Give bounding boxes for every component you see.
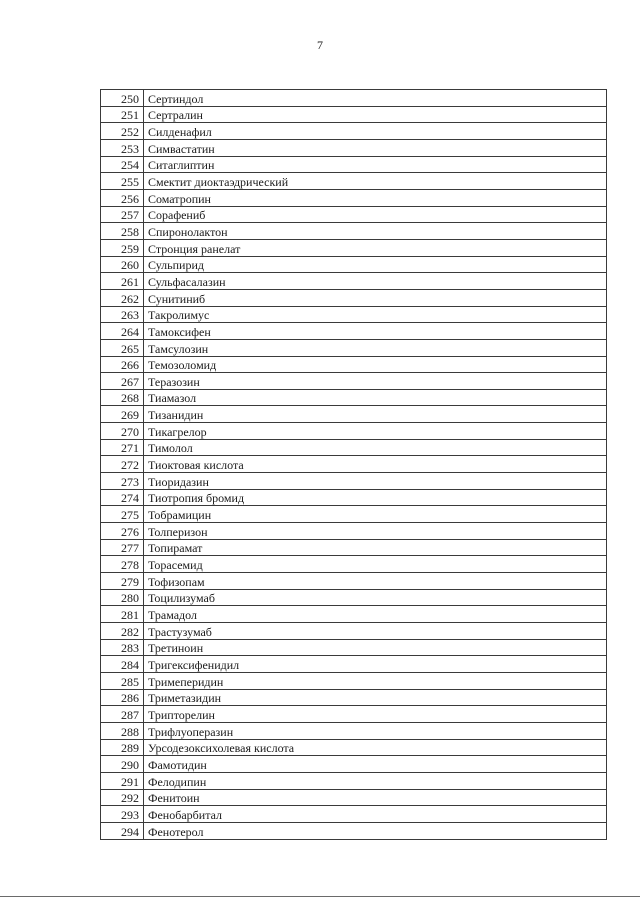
table-row [101,806,607,823]
row-number: 264 [101,323,144,340]
table-row [101,639,607,656]
row-number: 266 [101,356,144,373]
drug-name: Урсодезоксихолевая кислота [144,739,607,756]
table-row [101,323,607,340]
row-number: 256 [101,189,144,206]
table-row [101,489,607,506]
drug-name: Тамсулозин [144,339,607,356]
drug-name: Трастузумаб [144,623,607,640]
table-row [101,689,607,706]
drug-name: Тиоридазин [144,473,607,490]
row-number: 263 [101,306,144,323]
row-number: 260 [101,256,144,273]
table-row [101,189,607,206]
drug-name: Тригексифенидил [144,656,607,673]
drug-name: Симвастатин [144,139,607,156]
row-number: 268 [101,389,144,406]
table-row [101,706,607,723]
drug-name: Тиамазол [144,389,607,406]
row-number: 291 [101,772,144,789]
row-number: 250 [101,90,144,107]
row-number: 261 [101,273,144,290]
row-number: 277 [101,539,144,556]
drug-list-body [101,90,607,840]
table-row [101,623,607,640]
table-row [101,273,607,290]
table-row [101,389,607,406]
drug-name: Фенитоин [144,789,607,806]
row-number: 278 [101,556,144,573]
table-row [101,206,607,223]
drug-name: Сульпирид [144,256,607,273]
table-row [101,473,607,490]
row-number: 288 [101,722,144,739]
row-number: 262 [101,289,144,306]
table-row [101,356,607,373]
row-number: 273 [101,473,144,490]
drug-name: Сунитиниб [144,289,607,306]
table-row [101,539,607,556]
row-number: 271 [101,439,144,456]
drug-name: Ситаглиптин [144,156,607,173]
drug-name: Фамотидин [144,756,607,773]
page-bottom-divider [0,896,640,897]
table-row [101,289,607,306]
row-number: 255 [101,173,144,190]
row-number: 281 [101,606,144,623]
table-row [101,123,607,140]
table-row [101,223,607,240]
row-number: 292 [101,789,144,806]
table-row [101,756,607,773]
table-row [101,173,607,190]
drug-name: Тримеперидин [144,672,607,689]
row-number: 252 [101,123,144,140]
drug-name: Фенотерол [144,822,607,839]
table-row [101,339,607,356]
table-row [101,506,607,523]
drug-name: Сульфасалазин [144,273,607,290]
drug-list-table [100,89,607,840]
table-row [101,306,607,323]
drug-name: Толперизон [144,523,607,540]
drug-name: Тиоктовая кислота [144,456,607,473]
drug-name: Тизанидин [144,406,607,423]
drug-name: Сорафениб [144,206,607,223]
table-row [101,139,607,156]
drug-name: Стронция ранелат [144,239,607,256]
row-number: 279 [101,573,144,590]
drug-name: Силденафил [144,123,607,140]
row-number: 269 [101,406,144,423]
drug-name: Тиотропия бромид [144,489,607,506]
row-number: 280 [101,589,144,606]
table-row [101,156,607,173]
row-number: 274 [101,489,144,506]
table-row [101,406,607,423]
drug-name: Третиноин [144,639,607,656]
row-number: 283 [101,639,144,656]
table-row [101,106,607,123]
table-row [101,606,607,623]
page-number: 7 [317,38,323,52]
row-number: 286 [101,689,144,706]
drug-name: Смектит диоктаэдрический [144,173,607,190]
drug-name: Соматропин [144,189,607,206]
row-number: 293 [101,806,144,823]
table-row [101,239,607,256]
table-row [101,556,607,573]
drug-name: Спиронолактон [144,223,607,240]
table-row [101,772,607,789]
row-number: 284 [101,656,144,673]
row-number: 272 [101,456,144,473]
drug-name: Тобрамицин [144,506,607,523]
table-row [101,589,607,606]
drug-name: Сертиндол [144,90,607,107]
drug-name: Трамадол [144,606,607,623]
row-number: 294 [101,822,144,839]
row-number: 258 [101,223,144,240]
drug-name: Трифлуоперазин [144,722,607,739]
row-number: 251 [101,106,144,123]
row-number: 265 [101,339,144,356]
table-row [101,456,607,473]
row-number: 257 [101,206,144,223]
row-number: 282 [101,623,144,640]
table-row [101,523,607,540]
table-row [101,573,607,590]
drug-name: Фенобарбитал [144,806,607,823]
table-row [101,90,607,107]
drug-name: Тикагрелор [144,423,607,440]
table-row [101,656,607,673]
table-row [101,373,607,390]
drug-name: Тофизопам [144,573,607,590]
drug-name: Тоцилизумаб [144,589,607,606]
table-row [101,822,607,839]
table-row [101,423,607,440]
table-row [101,739,607,756]
table-row [101,672,607,689]
row-number: 259 [101,239,144,256]
row-number: 290 [101,756,144,773]
row-number: 276 [101,523,144,540]
row-number: 253 [101,139,144,156]
drug-name: Тамоксифен [144,323,607,340]
row-number: 289 [101,739,144,756]
drug-name: Топирамат [144,539,607,556]
row-number: 285 [101,672,144,689]
drug-name: Теразозин [144,373,607,390]
drug-name: Сертралин [144,106,607,123]
drug-name: Трипторелин [144,706,607,723]
row-number: 275 [101,506,144,523]
drug-name: Торасемид [144,556,607,573]
row-number: 254 [101,156,144,173]
table-row [101,722,607,739]
row-number: 267 [101,373,144,390]
row-number: 270 [101,423,144,440]
row-number: 287 [101,706,144,723]
table-row [101,256,607,273]
drug-name: Фелодипин [144,772,607,789]
table-row [101,439,607,456]
drug-name: Тимолол [144,439,607,456]
drug-name: Темозоломид [144,356,607,373]
drug-name: Такролимус [144,306,607,323]
table-row [101,789,607,806]
drug-name: Триметазидин [144,689,607,706]
